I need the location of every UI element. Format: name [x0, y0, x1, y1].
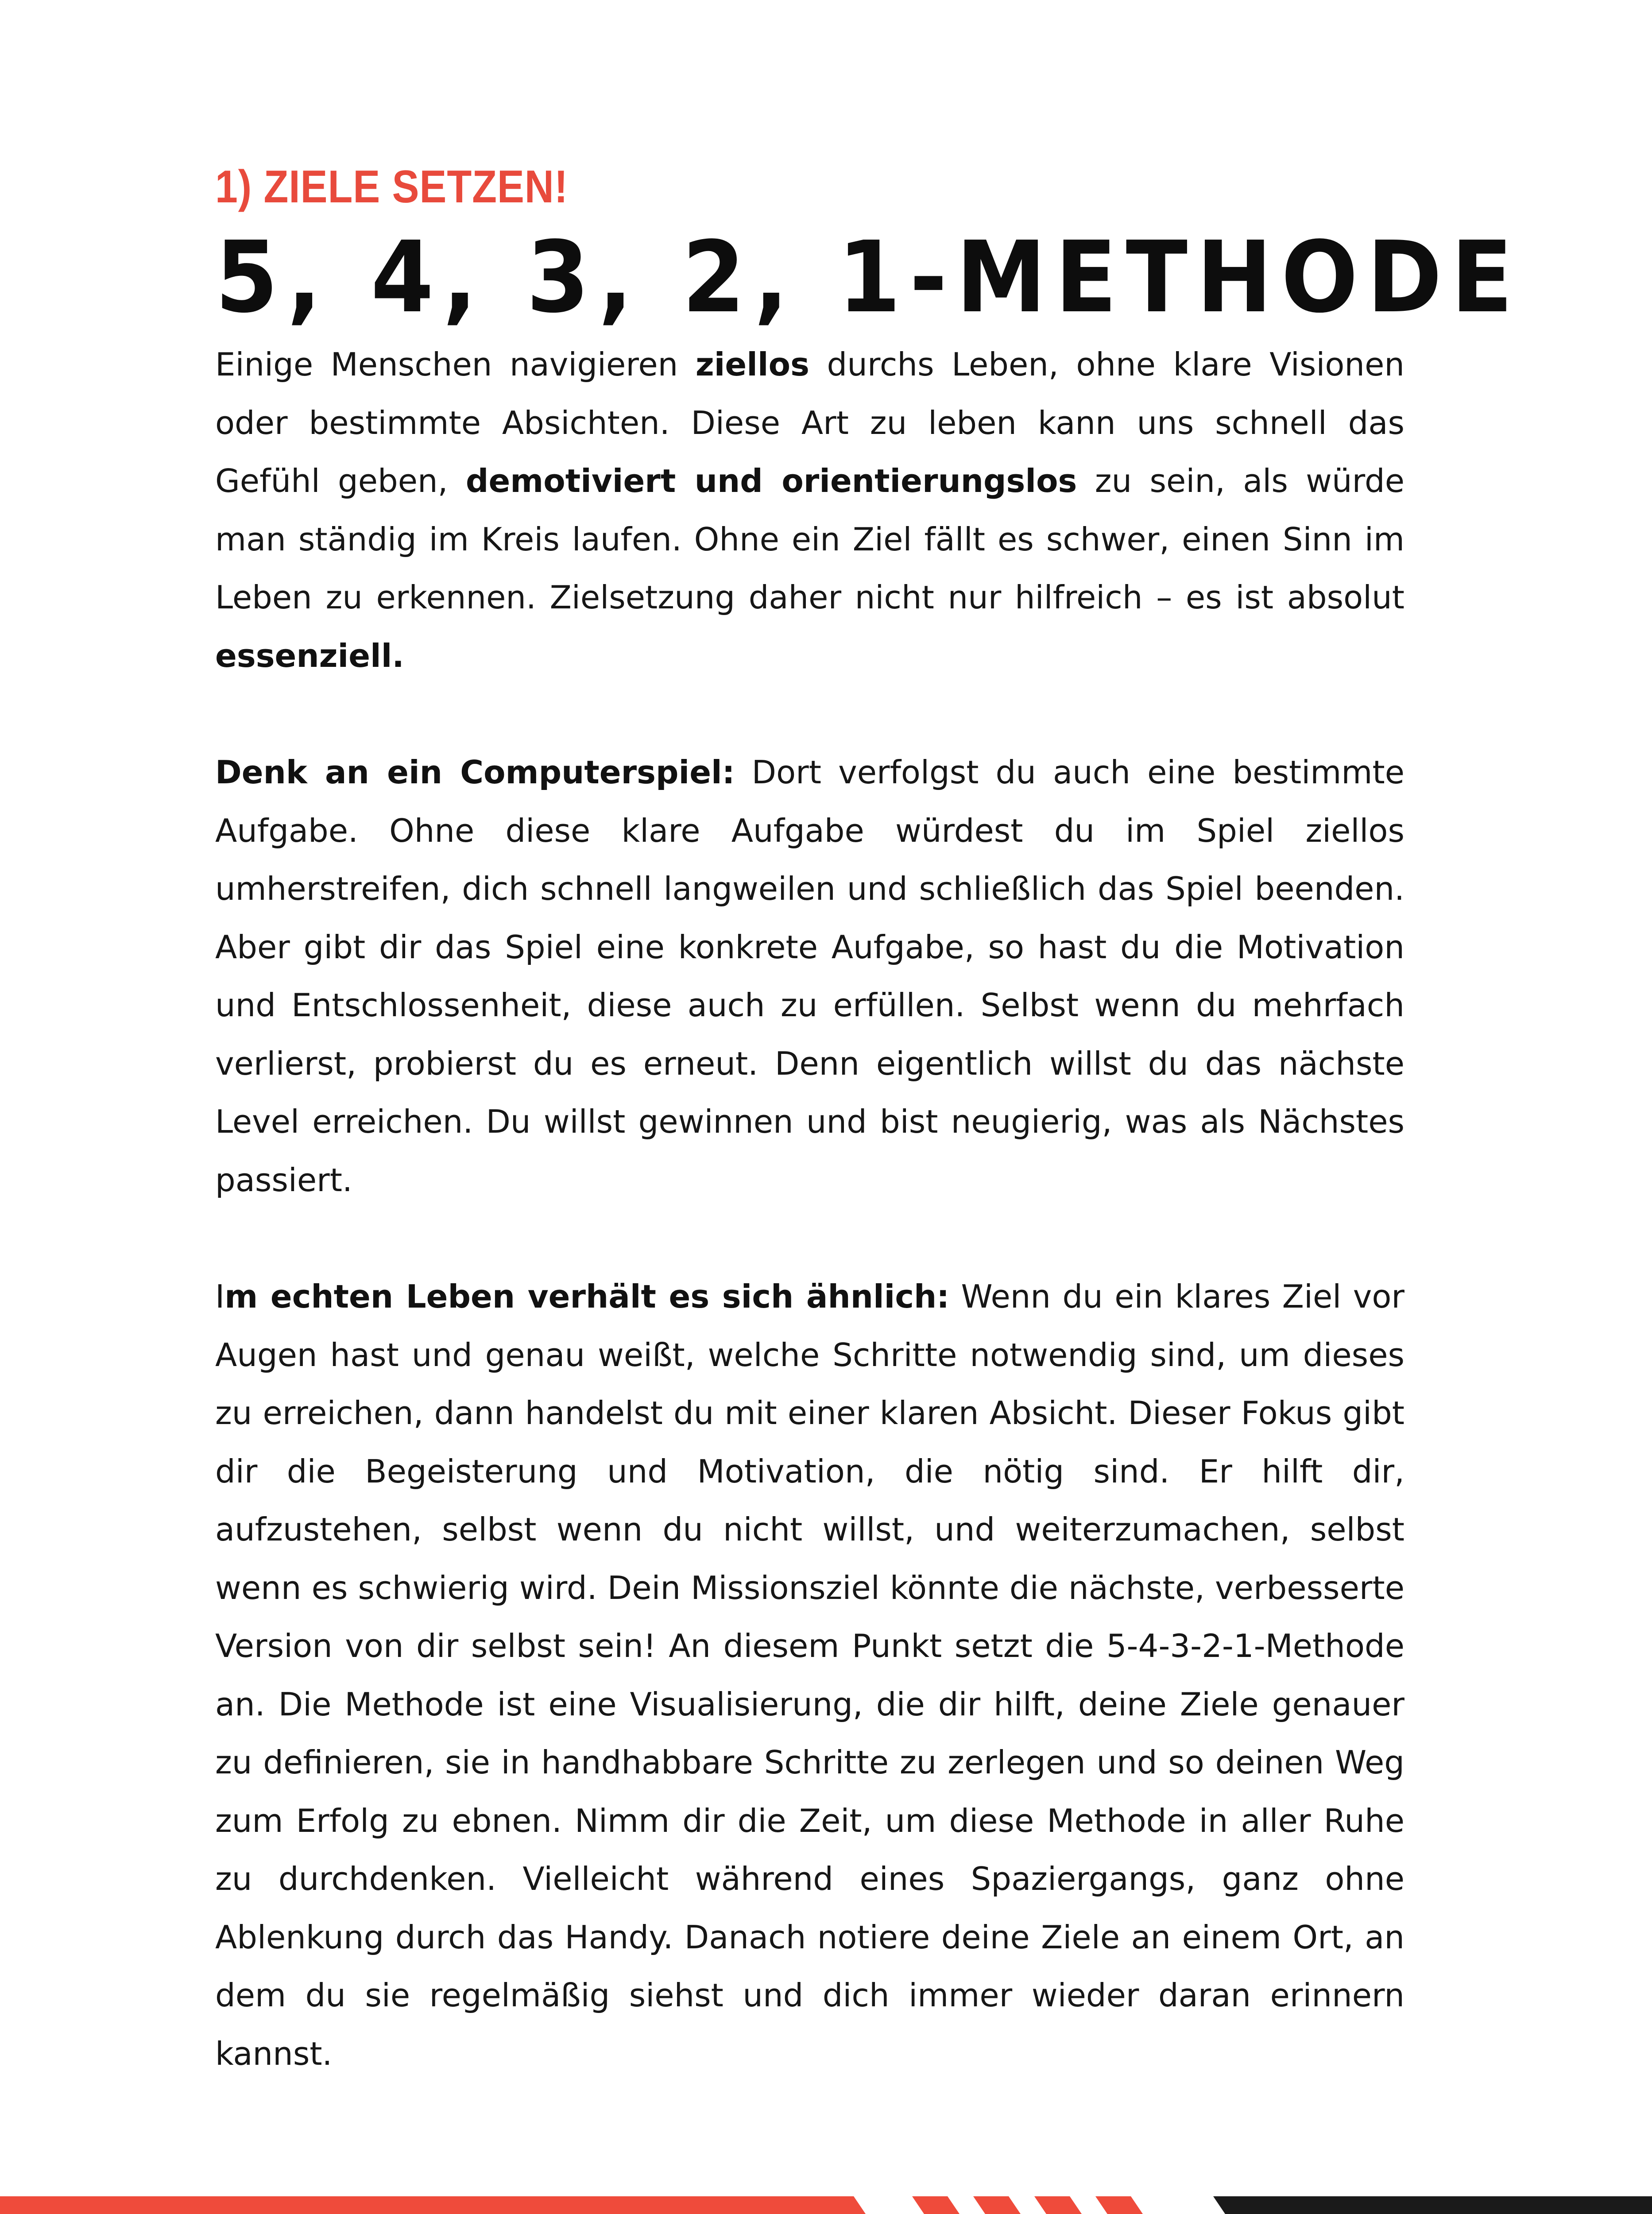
- page-footer: [0, 2196, 1652, 2214]
- text-segment: Einige Menschen navigieren: [215, 346, 696, 383]
- footer-red-band: [0, 2196, 924, 2214]
- footer-dark-band: [1213, 2196, 1652, 2214]
- page-title: 5, 4, 3, 2, 1-METHODE: [215, 221, 1522, 335]
- text-segment-bold: essenziell.: [215, 637, 404, 674]
- paragraph-computerspiel: [215, 743, 1404, 1209]
- paragraph-echtes-leben: [215, 1268, 1404, 2083]
- section-kicker: 1) ZIELE SETZEN!: [215, 161, 569, 213]
- text-segment-bold: demotiviert und orientierungslos: [465, 462, 1077, 499]
- text-segment: I: [215, 1278, 225, 1315]
- text-segment: Wenn du ein klares Ziel vor Augen hast und genau weißt, welche Schritte notwendig sind, um dieses zu erreichen, dann handelst du mit einer klaren Absicht. Dieser Fokus gibt dir die Begeisterung und Motivation, die nötig sind. Er hilft dir, aufzustehen, selbst wenn du nicht willst, und weiterzumachen, selbst wenn es schwierig wird. Dein Missionsziel könnte die nächste, verbesserte Version von dir selbst sein! An diesem Punkt setzt die 5-4-3-2-1-Methode an. Die Methode ist eine Visualisierung, die dir hilft, deine Ziele genauer zu definieren, sie in handhabbare Schritte zu zerlegen und so deinen Weg zum Erfolg zu ebnen. Nimm dir die Zeit, um diese Methode in aller Ruhe zu durchdenken. Vielleicht während eines Spaziergangs, ganz ohne Ablenkung durch das Handy. Danach notiere deine Ziele an einem Ort, an dem du sie regelmäßig siehst und dich immer wieder daran erinnern kannst.: [215, 1278, 1404, 2072]
- footer-stripe: [1095, 2196, 1201, 2214]
- footer-graphic: [0, 2196, 1652, 2214]
- text-segment-bold: ziellos: [695, 346, 809, 383]
- paragraph-intro: [215, 336, 1404, 685]
- text-segment-bold: Denk an ein Computerspiel:: [215, 754, 735, 791]
- text-segment: durchs Leben, ohne klare Visionen oder bestimmte Absichten. Diese Art zu leben kann uns schnell das Gefühl geben,: [215, 346, 1404, 499]
- text-segment-bold: m echten Leben verhält es sich ähnlich:: [224, 1278, 950, 1315]
- text-segment: Dort verfolgst du auch eine bestimmte Aufgabe. Ohne diese klare Aufgabe würdest du im Spiel ziellos umherstreifen, dich schnell langweilen und schließlich das Spiel beenden. Aber gibt dir das Spiel eine konkrete Aufgabe, so hast du die Motivation und Entschlossenheit, diese auch zu erfüllen. Selbst wenn du mehrfach verlierst, probierst du es erneut. Denn eigentlich willst du das nächste Level erreichen. Du willst gewinnen und bist neugierig, was als Nächstes passiert.: [215, 754, 1404, 1199]
- page-content: [215, 161, 1522, 2083]
- text-segment: zu sein, als würde man ständig im Kreis laufen. Ohne ein Ziel fällt es schwer, einen Sinn im Leben zu erkennen. Zielsetzung daher nicht nur hilfreich – es ist absolut: [215, 462, 1405, 616]
